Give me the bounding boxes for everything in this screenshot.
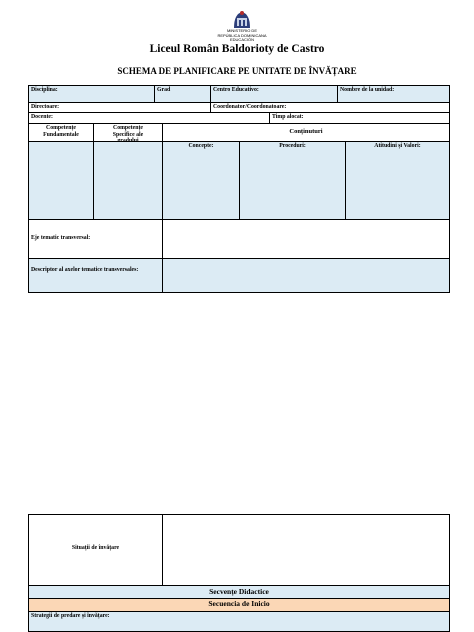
secvente-didactice-header: Secvențe Didactice [28,585,450,599]
situatii-invatare-label: Situații de învățare [28,514,163,586]
proceduri-cell[interactable]: Proceduri: [239,141,346,220]
competente-fundamentale-header: Competențe Fundamentale [28,123,94,142]
eje-tematic-cell[interactable] [162,219,450,259]
concepte-cell[interactable]: Concepte: [162,141,240,220]
docente-field[interactable]: Docente: [28,112,270,124]
competente-specifice-cell[interactable] [93,141,163,220]
centro-field[interactable]: Centro Educativo: [210,85,338,103]
secuencia-inicio-header: Secuencia de Inicio [28,598,450,612]
coordonator-field[interactable]: Coordonator/Coordonatoare: [210,102,450,113]
seal-caption [200,29,284,43]
competente-specifice-header: Competențe Specifice ale [93,123,163,142]
document-title: SCHEMA DE PLANIFICARE PE UNITATE DE ÎNVĂȚARE [117,66,357,76]
seal-line-3: EDUCACIÓN [229,37,254,43]
grad-field[interactable]: Grad [154,85,211,103]
timp-alocat-field[interactable]: Timp alocat: [269,112,450,124]
continuturi-header: Conținuturi [162,123,450,142]
descriptor-label: Descriptor al axelor tematice transversales: [28,258,163,293]
eje-tematic-label: Eje tematic transversal: [28,219,163,259]
nombre-unidad-field[interactable]: Nombre de la unidad: [337,85,450,103]
situatii-invatare-cell[interactable] [162,514,450,586]
strategii-predare-field[interactable]: Strategii de predare și învățare: [28,611,450,632]
descriptor-cell[interactable] [162,258,450,293]
seal-line-2: REPÚBLICA DOMINICANA [217,32,267,38]
atitudini-cell[interactable]: Atitudini și Valori: [345,141,450,220]
competente-fundamentale-cell[interactable] [28,141,94,220]
ministry-seal-icon [228,8,256,30]
disciplina-field[interactable]: Disciplina: [28,85,155,103]
school-name: Liceul Român Baldorioty de Castro [149,43,325,55]
directoare-field[interactable]: Directoare: [28,102,211,113]
seal-line-1: MINISTERIO DE [226,28,257,33]
